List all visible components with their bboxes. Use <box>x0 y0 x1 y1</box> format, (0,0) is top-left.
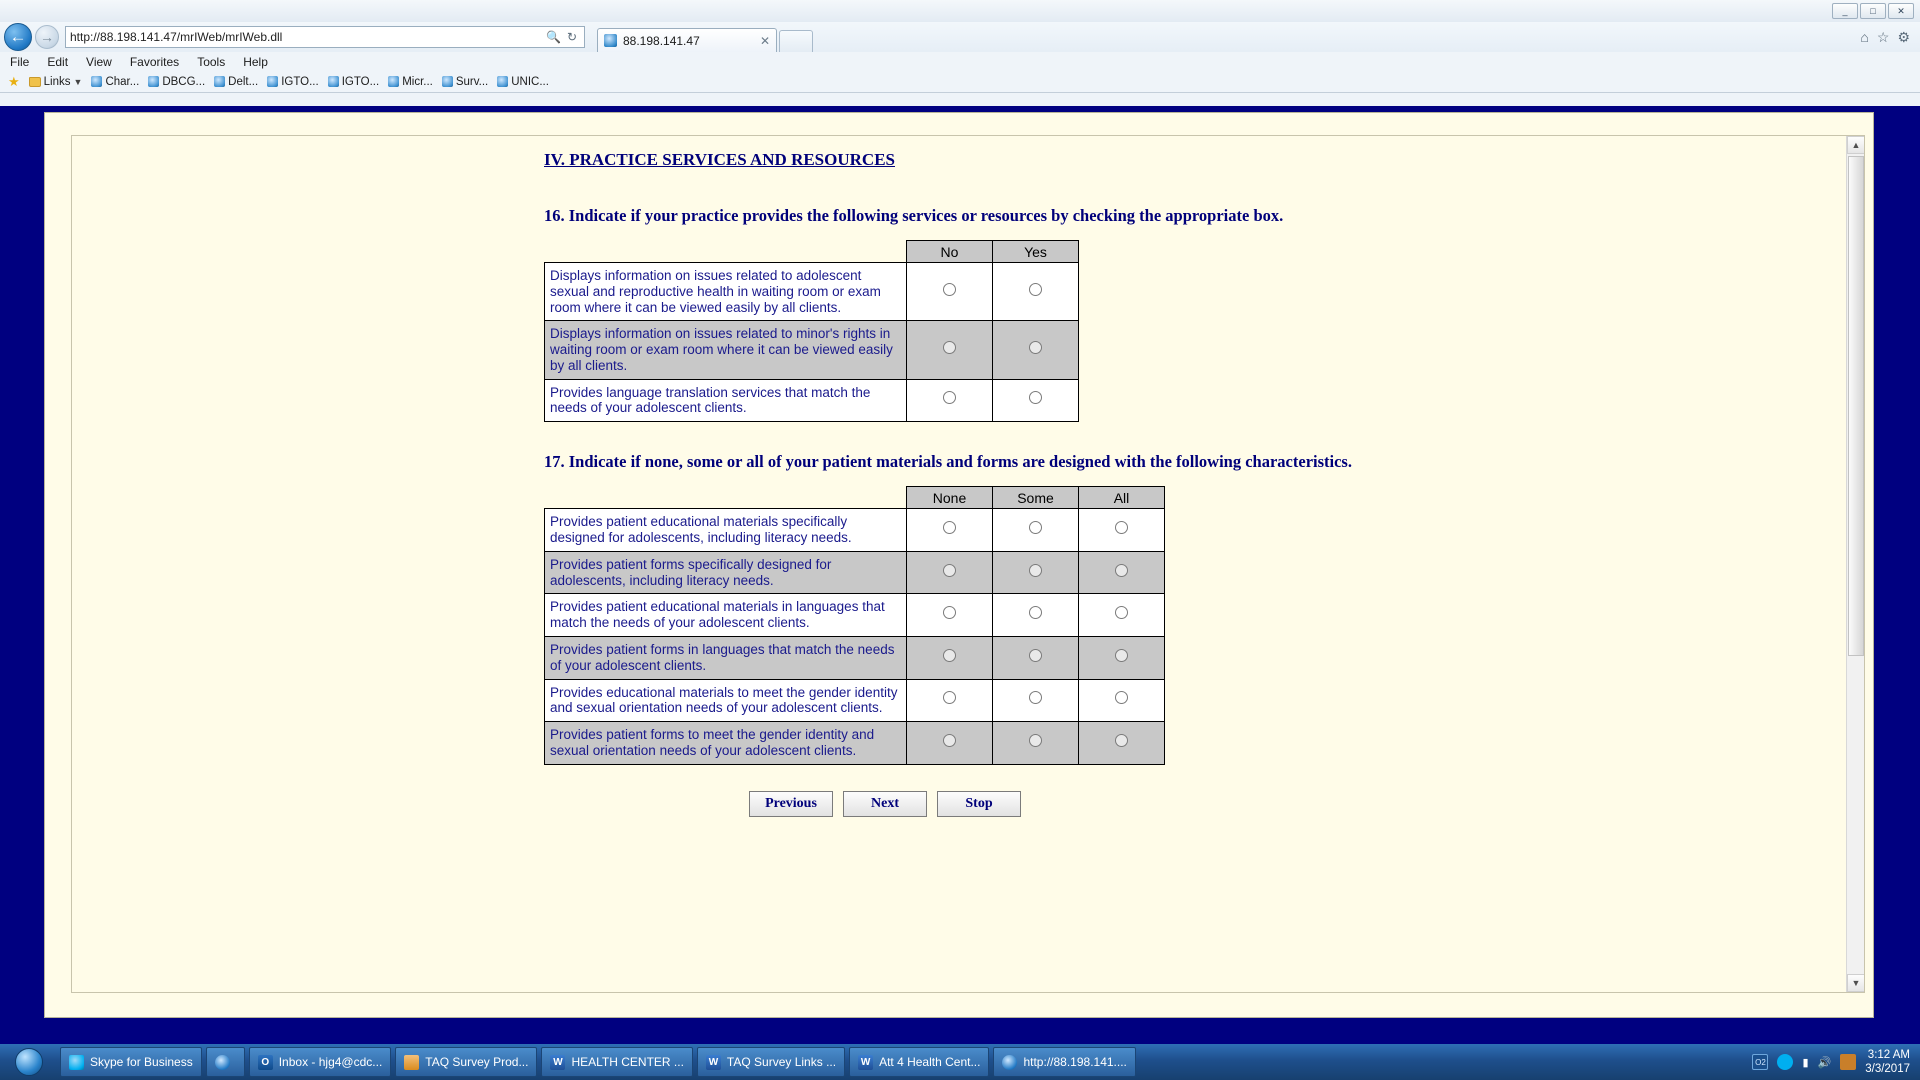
menu-favorites[interactable]: Favorites <box>129 54 180 69</box>
table-header-row <box>545 487 1165 509</box>
radio-button[interactable] <box>943 521 956 534</box>
refresh-icon[interactable]: ↻ <box>566 30 577 44</box>
taskbar-item-label: http://88.198.141.... <box>1023 1055 1127 1069</box>
radio-cell-yes[interactable] <box>993 321 1079 379</box>
site-icon <box>91 76 102 87</box>
radio-button[interactable] <box>1029 606 1042 619</box>
new-tab-button[interactable] <box>779 30 813 52</box>
radio-cell-none[interactable] <box>907 722 993 765</box>
survey-button-row <box>544 791 1226 817</box>
radio-button[interactable] <box>1029 283 1042 296</box>
radio-button[interactable] <box>943 341 956 354</box>
radio-button[interactable] <box>1115 734 1128 747</box>
site-icon <box>388 76 399 87</box>
row-label: Provides educational materials to meet the gender identity and sexual orientation needs of your adolescent clients. <box>545 679 907 722</box>
taskbar-item-word-taq-links[interactable] <box>697 1047 845 1077</box>
clock[interactable] <box>1865 1048 1910 1077</box>
minimize-button[interactable]: _ <box>1832 3 1858 19</box>
table-row <box>545 722 1165 765</box>
table-row <box>545 509 1165 552</box>
word-icon: W <box>706 1055 721 1070</box>
favorite-label: Char... <box>105 75 140 88</box>
favorite-item-5[interactable] <box>328 76 380 88</box>
menu-view[interactable]: View <box>86 54 112 69</box>
table-header-row <box>545 241 1079 263</box>
internet-explorer-icon <box>1002 1055 1017 1070</box>
radio-button[interactable] <box>943 649 956 662</box>
favorite-label: Surv... <box>455 75 489 88</box>
taskbar-item-label: Skype for Business <box>90 1055 193 1069</box>
question-17-text: 17. Indicate if none, some or all of your patient materials and forms are designed with the following characteristics. <box>544 452 1352 472</box>
row-label: Displays information on issues related to adolescent sexual and reproductive health in waiting room or exam room where it can be viewed easily by all clients. <box>545 263 907 321</box>
question-17-table <box>544 486 1165 764</box>
question-16-text: 16. Indicate if your practice provides the following services or resources by checking the appropriate box. <box>544 206 1284 225</box>
radio-button[interactable] <box>1115 691 1128 704</box>
site-icon <box>148 76 159 87</box>
favorite-label: IGTO... <box>281 75 319 88</box>
header-blank <box>545 487 907 509</box>
tab-favicon-icon <box>604 34 617 47</box>
search-icon[interactable]: 🔍 <box>545 30 561 44</box>
radio-cell-some[interactable] <box>993 636 1079 679</box>
radio-cell-some[interactable] <box>993 594 1079 637</box>
radio-cell-none[interactable] <box>907 551 993 594</box>
table-row <box>545 551 1165 594</box>
column-header-none: None <box>907 487 993 509</box>
outlook-icon: O <box>258 1055 273 1070</box>
forward-icon[interactable]: → <box>35 25 59 49</box>
settings-icon[interactable]: ⚙ <box>1897 28 1910 45</box>
radio-cell-all[interactable] <box>1079 636 1165 679</box>
skype-icon <box>69 1055 84 1070</box>
radio-cell-all[interactable] <box>1079 594 1165 637</box>
radio-cell-some[interactable] <box>993 679 1079 722</box>
table-row <box>545 636 1165 679</box>
start-button[interactable] <box>0 1044 58 1080</box>
column-header-yes: Yes <box>993 241 1079 263</box>
radio-button[interactable] <box>943 283 956 296</box>
previous-button[interactable]: Previous <box>749 791 833 817</box>
address-input[interactable]: http://88.198.141.47/mrIWeb/mrIWeb.dll <box>70 30 283 44</box>
row-label: Provides patient educational materials in languages that match the needs of your adolescent clients. <box>545 594 907 637</box>
word-icon: W <box>858 1055 873 1070</box>
favorite-item-4[interactable] <box>267 76 319 88</box>
taskbar-item-outlook[interactable] <box>249 1047 392 1077</box>
site-icon <box>328 76 339 87</box>
scrollbar-thumb[interactable] <box>1848 156 1864 656</box>
radio-button[interactable] <box>1029 691 1042 704</box>
favorite-item-7[interactable] <box>442 76 488 88</box>
skype-tray-icon[interactable] <box>1777 1054 1793 1070</box>
radio-cell-none[interactable] <box>907 679 993 722</box>
favorite-item-8[interactable] <box>497 76 549 88</box>
scroll-down-icon[interactable]: ▼ <box>1847 974 1865 992</box>
radio-button[interactable] <box>1115 564 1128 577</box>
taskbar-item-excel[interactable] <box>395 1047 537 1077</box>
radio-button[interactable] <box>1029 649 1042 662</box>
radio-button[interactable] <box>1029 564 1042 577</box>
window-titlebar <box>0 0 1920 22</box>
favorite-label: Delt... <box>228 75 259 88</box>
back-icon[interactable]: ← <box>4 23 32 51</box>
volume-icon[interactable]: 🔊 <box>1817 1056 1832 1069</box>
tab-close-icon[interactable]: ✕ <box>759 33 770 48</box>
favorite-item-6[interactable] <box>388 76 433 88</box>
vertical-scrollbar[interactable] <box>1846 136 1864 992</box>
word-icon: W <box>550 1055 565 1070</box>
taskbar-item-skype[interactable] <box>60 1047 202 1077</box>
favorite-item-2[interactable] <box>148 76 205 88</box>
taskbar-item-label: Att 4 Health Cent... <box>879 1055 981 1069</box>
radio-button[interactable] <box>1115 606 1128 619</box>
menu-help[interactable]: Help <box>243 54 268 69</box>
radio-cell-none[interactable] <box>907 636 993 679</box>
windows-start-icon[interactable] <box>15 1048 43 1076</box>
radio-button[interactable] <box>943 606 956 619</box>
favorite-label: IGTO... <box>341 75 380 88</box>
tab-survey[interactable] <box>597 28 777 52</box>
question-16-table <box>544 240 1079 422</box>
radio-button[interactable] <box>1115 521 1128 534</box>
radio-cell-no[interactable] <box>907 321 993 379</box>
radio-button[interactable] <box>1029 341 1042 354</box>
page-title: IV. PRACTICE SERVICES AND RESOURCES <box>544 150 895 169</box>
favorite-label: Micr... <box>402 75 433 88</box>
home-icon[interactable]: ⌂ <box>1860 29 1869 45</box>
stop-button[interactable]: Stop <box>937 791 1021 817</box>
radio-button[interactable] <box>1029 734 1042 747</box>
radio-cell-some[interactable] <box>993 551 1079 594</box>
close-button[interactable]: ✕ <box>1888 3 1914 19</box>
table-row <box>545 263 1079 321</box>
browser-toolbar-icons <box>1860 29 1914 46</box>
taskbar <box>0 1044 1920 1080</box>
radio-button[interactable] <box>943 691 956 704</box>
navigation-bar <box>0 22 1920 52</box>
taskbar-item-word-att4[interactable] <box>849 1047 989 1077</box>
site-icon <box>497 76 508 87</box>
menu-edit[interactable]: Edit <box>47 54 69 69</box>
internet-explorer-icon <box>215 1055 230 1070</box>
favorite-label: UNIC... <box>511 75 549 88</box>
survey-content-area <box>71 135 1865 993</box>
clock-time: 3:12 AM <box>1867 1048 1910 1061</box>
favorites-bar <box>0 71 1920 93</box>
favorite-item-1[interactable] <box>91 76 139 88</box>
radio-cell-no[interactable] <box>907 263 993 321</box>
radio-cell-all[interactable] <box>1079 551 1165 594</box>
radio-cell-yes[interactable] <box>993 379 1079 422</box>
survey-page-frame <box>44 112 1874 1018</box>
radio-cell-none[interactable] <box>907 594 993 637</box>
radio-button[interactable] <box>943 564 956 577</box>
taskbar-item-ie-survey[interactable] <box>993 1047 1135 1077</box>
chevron-down-icon[interactable]: ▼ <box>73 76 83 87</box>
radio-cell-no[interactable] <box>907 379 993 422</box>
favorite-label: DBCG... <box>162 75 206 88</box>
column-header-all: All <box>1079 487 1165 509</box>
radio-cell-all[interactable] <box>1079 509 1165 552</box>
row-label: Provides patient forms in languages that match the needs of your adolescent clients. <box>545 636 907 679</box>
network-icon[interactable]: ▮ <box>1802 1056 1809 1069</box>
row-label: Provides patient forms specifically designed for adolescents, including literacy needs. <box>545 551 907 594</box>
table-row <box>545 321 1079 379</box>
page-viewport <box>0 106 1920 1044</box>
favorite-item-3[interactable] <box>214 76 258 88</box>
menu-tools[interactable]: Tools <box>197 54 226 69</box>
menu-bar <box>0 52 1920 71</box>
next-button[interactable]: Next <box>843 791 927 817</box>
survey-content <box>72 136 1846 992</box>
column-header-some: Some <box>993 487 1079 509</box>
address-bar[interactable] <box>65 26 585 48</box>
excel-icon <box>404 1055 419 1070</box>
taskbar-item-label: HEALTH CENTER ... <box>571 1055 684 1069</box>
system-tray <box>1752 1048 1920 1077</box>
folder-icon <box>29 77 41 87</box>
taskbar-item-label: TAQ Survey Links ... <box>726 1055 837 1069</box>
row-label: Provides patient forms to meet the gender identity and sexual orientation needs of your adolescent clients. <box>545 722 907 765</box>
o2-tray-icon[interactable]: O2 <box>1752 1054 1768 1070</box>
taskbar-item-label: TAQ Survey Prod... <box>425 1055 529 1069</box>
menu-file[interactable]: File <box>10 54 30 69</box>
tab-strip <box>597 22 813 52</box>
taskbar-item-word-health-center[interactable] <box>541 1047 692 1077</box>
radio-cell-none[interactable] <box>907 509 993 552</box>
radio-button[interactable] <box>1029 391 1042 404</box>
radio-button[interactable] <box>1115 649 1128 662</box>
radio-button[interactable] <box>1029 521 1042 534</box>
row-label: Provides patient educational materials specifically designed for adolescents, including literacy needs. <box>545 509 907 552</box>
radio-cell-some[interactable] <box>993 509 1079 552</box>
scroll-up-icon[interactable]: ▲ <box>1847 136 1865 154</box>
radio-button[interactable] <box>943 391 956 404</box>
maximize-button[interactable]: □ <box>1860 3 1886 19</box>
table-row <box>545 379 1079 422</box>
shield-icon[interactable] <box>1840 1054 1856 1070</box>
radio-cell-some[interactable] <box>993 722 1079 765</box>
table-row <box>545 594 1165 637</box>
site-icon <box>442 76 453 87</box>
radio-cell-all[interactable] <box>1079 722 1165 765</box>
favorites-links-folder[interactable] <box>29 76 83 88</box>
clock-date: 3/3/2017 <box>1865 1063 1910 1075</box>
favorites-links-label: Links <box>43 75 71 88</box>
table-row <box>545 679 1165 722</box>
site-icon <box>267 76 278 87</box>
tab-title: 88.198.141.47 <box>623 33 700 48</box>
row-label: Provides language translation services that match the needs of your adolescent clients. <box>545 379 907 422</box>
header-blank <box>545 241 907 263</box>
radio-cell-all[interactable] <box>1079 679 1165 722</box>
radio-button[interactable] <box>943 734 956 747</box>
radio-cell-yes[interactable] <box>993 263 1079 321</box>
favorites-icon[interactable]: ☆ <box>1876 28 1890 45</box>
taskbar-item-label: Inbox - hjg4@cdc... <box>278 1055 383 1069</box>
taskbar-item-ie[interactable] <box>206 1047 245 1077</box>
row-label: Displays information on issues related to minor's rights in waiting room or exam room where it can be viewed easily by all clients. <box>545 321 907 379</box>
column-header-no: No <box>907 241 993 263</box>
favorites-star-icon[interactable]: ★ <box>8 73 20 89</box>
site-icon <box>214 76 225 87</box>
